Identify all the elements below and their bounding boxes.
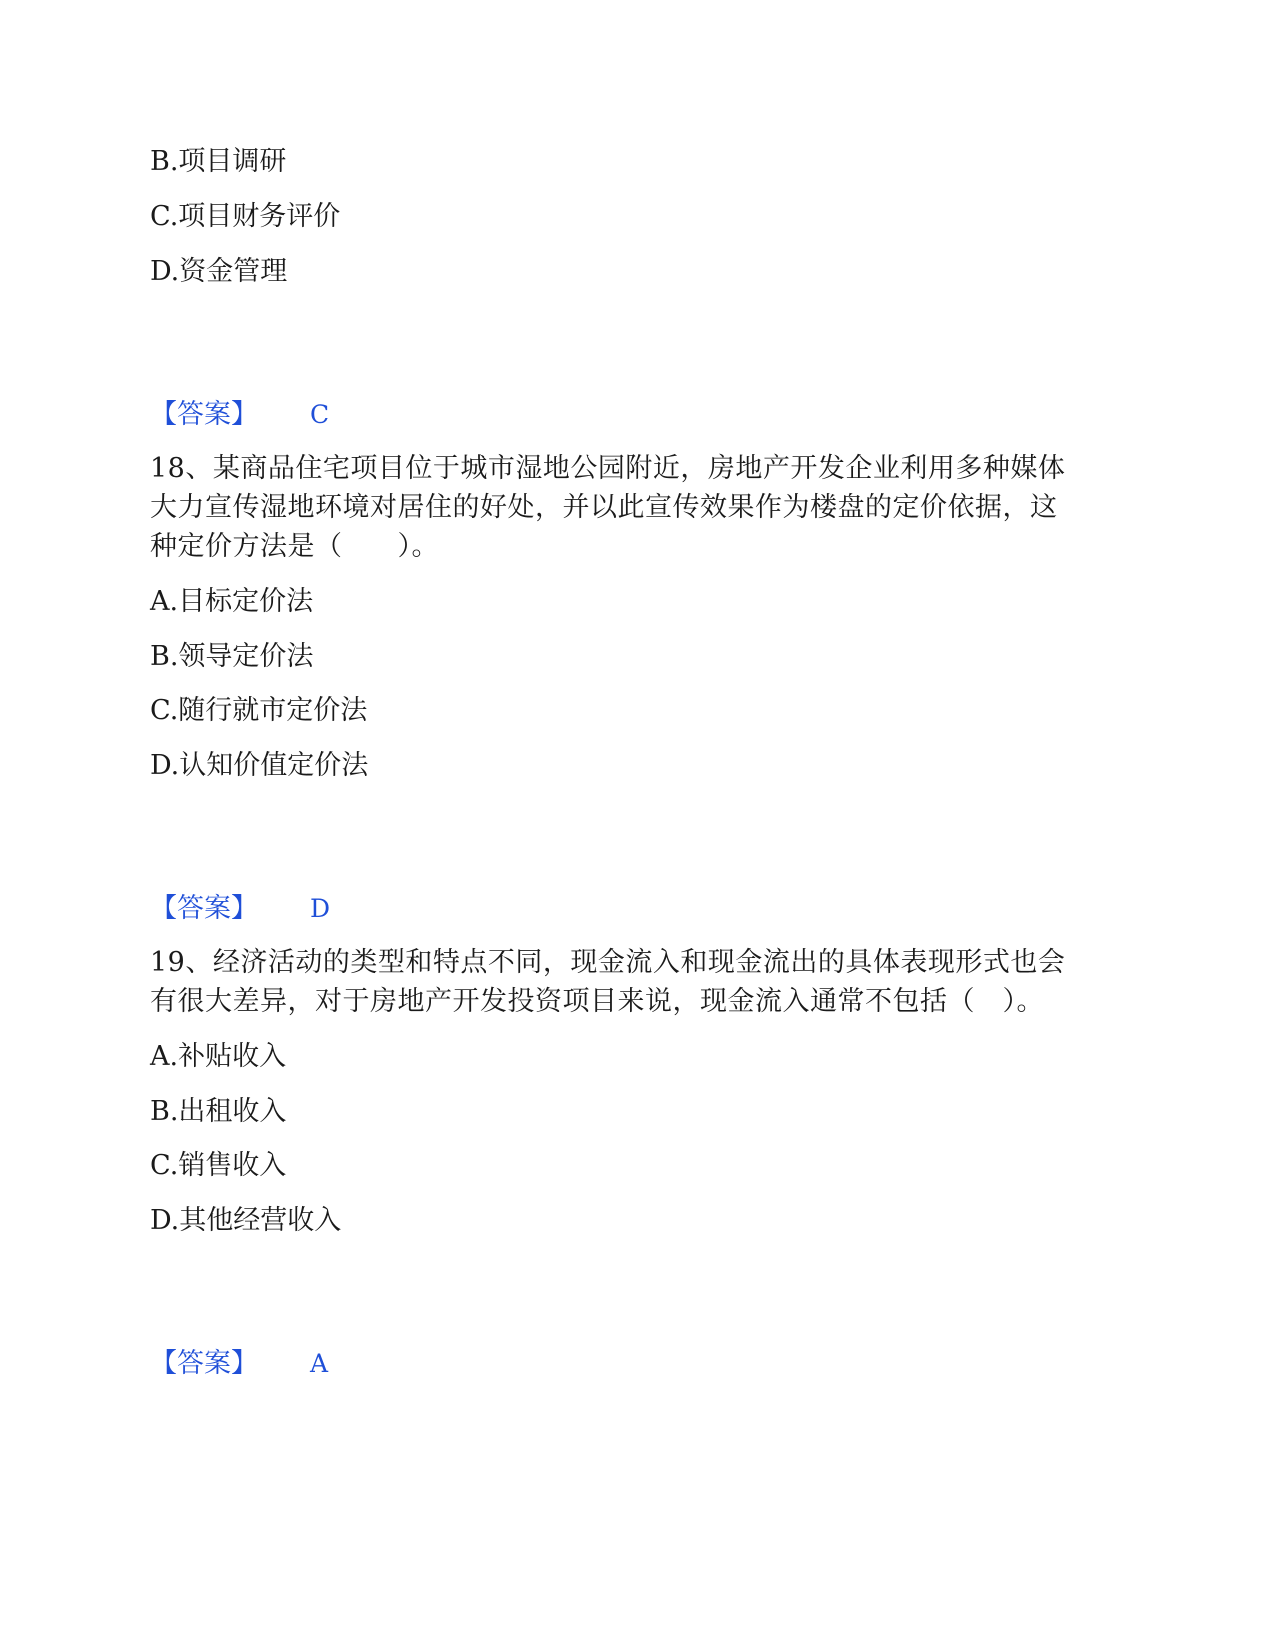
q19-option-a: A.补贴收入	[150, 1041, 287, 1072]
q18-option-a: A.目标定价法	[150, 586, 314, 617]
q18-stem-line-2: 大力宣传湿地环境对居住的好处，并以此宣传效果作为楼盘的定价依据，这	[150, 492, 1058, 523]
q18-option-b: B.领导定价法	[150, 641, 314, 672]
q19-stem-line-2: 有很大差异，对于房地产开发投资项目来说，现金流入通常不包括（ ）。	[150, 986, 1044, 1017]
q18-stem-line-3: 种定价方法是（ ）。	[150, 531, 439, 562]
q19-stem-line-1: 19、经济活动的类型和特点不同，现金流入和现金流出的具体表现形式也会	[150, 947, 1066, 978]
q19-option-c: C.销售收入	[150, 1150, 287, 1181]
q19-option-d: D.其他经营收入	[150, 1205, 342, 1236]
q18-stem-line-1: 18、某商品住宅项目位于城市湿地公园附近，房地产开发企业利用多种媒体	[150, 453, 1066, 484]
q18-option-d: D.认知价值定价法	[150, 750, 369, 781]
answer-label: 【答案】	[150, 1348, 258, 1379]
answer-value: C	[310, 400, 330, 429]
answer-label: 【答案】	[150, 399, 258, 430]
answer-value: D	[310, 894, 331, 923]
answer-label: 【答案】	[150, 893, 258, 924]
answer-value: A	[310, 1349, 329, 1378]
q17-option-d: D.资金管理	[150, 256, 288, 287]
q17-option-b: B.项目调研	[150, 146, 287, 177]
q18-answer	[150, 890, 330, 928]
q18-option-c: C.随行就市定价法	[150, 695, 368, 726]
q17-answer	[150, 396, 329, 434]
q19-answer	[150, 1345, 328, 1383]
q17-option-c: C.项目财务评价	[150, 201, 341, 232]
q19-option-b: B.出租收入	[150, 1096, 287, 1127]
